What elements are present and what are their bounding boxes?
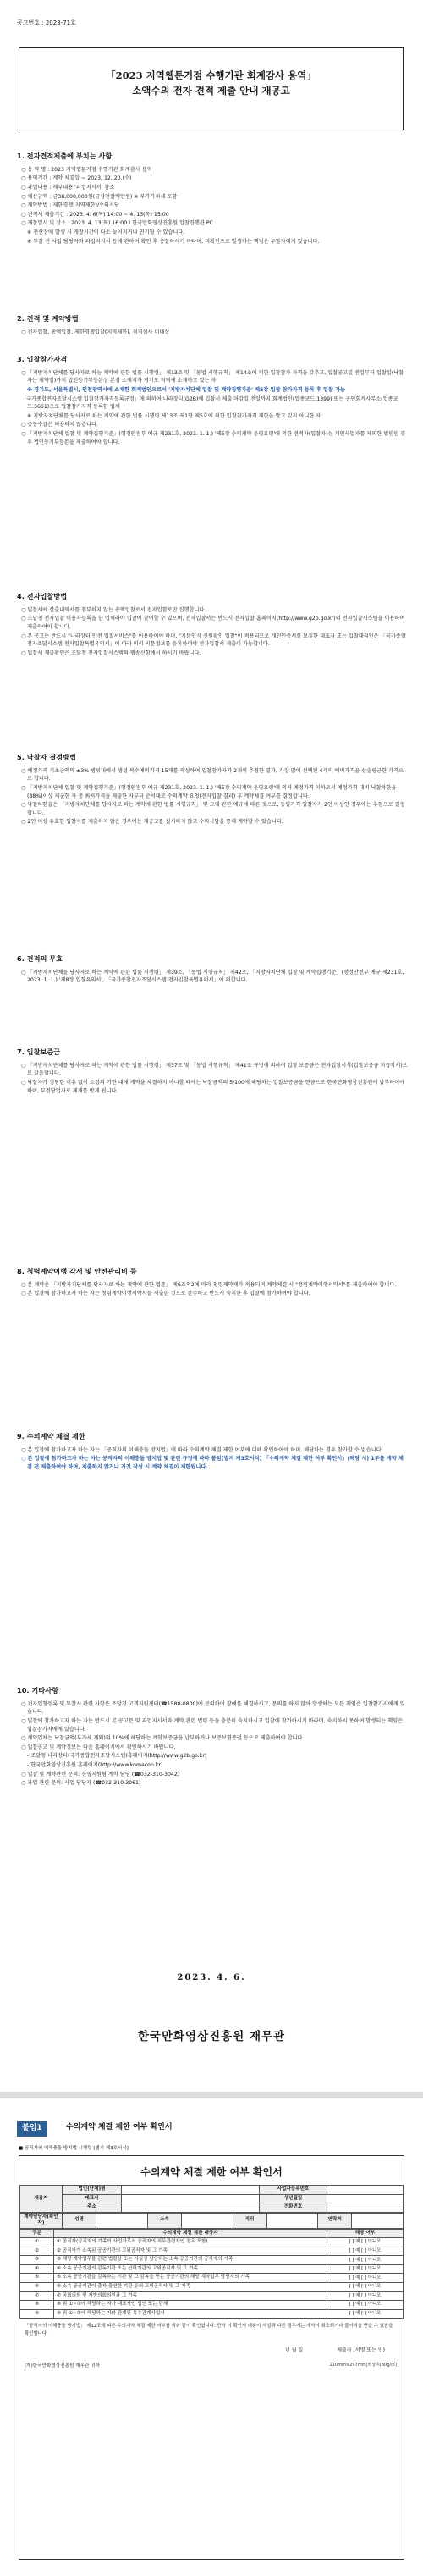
yes-no-checkbox[interactable]: [ ] 예 [ ] 아니오 [327, 2256, 404, 2265]
form-footer [19, 2354, 404, 2370]
row-index: ⑤ [20, 2274, 54, 2283]
section-1 [17, 151, 408, 246]
section-line: ○ 「지방자치단체를 당사자로 하는 계약에 관한 법률 시행령」 제39조, 「동법 시행규칙」 제42조, 「지방자치단체 입찰 및 계약집행기준」(행정안전부 예규 제231호, 2023. 1. 1.) '제8장 입찰유의서', 「국가종합전자조달시스템 전자입찰특별유의서」에 의합니다. [21, 969, 404, 984]
yes-no-checkbox[interactable]: [ ] 예 [ ] 아니오 [327, 2283, 404, 2292]
field-label: 주소 [63, 2203, 122, 2213]
section-heading: 1. 전자견적제출에 부치는 사항 [17, 152, 113, 160]
section-heading: 6. 견적의 무효 [17, 954, 63, 963]
table-row [20, 2247, 404, 2256]
section-line: ○ 용 역 명 : 2023 지역웹툰거점 수행기관 회계감사 용역 [21, 166, 152, 173]
section-line: ○ 낙찰자가 정당한 이유 없이 소정의 기한 내에 계약을 체결하지 아니할 때에는 낙찰금액의 5/100에 해당하는 입찰보증금을 현금으로 한국만화영상진흥원에 납부하여야 하며, 부정당업자로 제재를 받게 됩니다. [21, 1079, 405, 1094]
section-line: ※ 지방자치단체를 당사자로 하는 계약에 관한 법률 시행령 제13조 제1항 제5호에 의한 입찰참가자격 제한을 받고 있지 아니한 자 [27, 412, 321, 419]
section-line: ○ 예정가격 기초금액의 ±3% 범위내에서 생성 복수예비가격 15개를 작성하여 입찰참가자가 2개씩 추첨한 결과, 가장 많이 선택된 4개의 예비가격을 산술평균한 가격으로 합니다. [21, 767, 404, 782]
item-text: ⑧ 위 ①~⑦에 해당하는 자가 대표자인 법인 또는 단체 [54, 2301, 327, 2310]
yes-no-checkbox[interactable]: [ ] 예 [ ] 아니오 [327, 2301, 404, 2310]
section-line: ○ 과업내용 : 세부내용 '과업지시서' 참조 [21, 184, 115, 191]
company-name-field[interactable] [122, 2186, 260, 2195]
col-label: 소속 [147, 2213, 181, 2228]
section-line: 「국가종합전자조달시스템 입찰참가자격등록규정」에 의하여 나라장터(G2B)에 입찰서 제출 마감일 전일까지 회계법인(업종코드:1399) 또는 공인회계사무소(업종코드:3661)으로 입찰참가자격 등록한 업체 [21, 395, 398, 411]
check-table [19, 2229, 404, 2319]
section-4 [17, 591, 408, 658]
section-line: ○ 「지방자치단체를 당사자로 하는 계약에 관한 법률 시행령」 제13조 및 「동법 시행규칙」 제14조에 의한 입찰참가 자격을 갖추고, 입찰공고일 전일부터 입찰일(낙찰자는 계약일)까지 법인등기부등본상 본점 소재지가 경기도 지역에 소재하고 있는 자 [21, 369, 404, 384]
row-index: ② [20, 2247, 54, 2256]
row-index: ④ [20, 2264, 54, 2274]
section-9 [17, 1431, 408, 1473]
attachment-tag: 붙임1 [17, 2121, 47, 2137]
section-line: ○ 계약방법 : 제한경쟁(지역제한)/수의시담 [21, 202, 119, 209]
issuer-name: 한국만화영상진흥원 재무관 [137, 2030, 286, 2043]
section-heading: 4. 전자입찰방법 [17, 592, 68, 600]
item-text: ④ 소속 공공기관의 감독기관 또는 산하기관의 고위공직자 및 그 가족 [54, 2264, 327, 2274]
officer-position-field[interactable] [266, 2213, 318, 2228]
birthdate-field[interactable] [327, 2194, 404, 2203]
section-line: ○ 본 공고는 반드시 "나라장터 안전 입찰서비스"를 이용하여야 하며, "지문인식 신원확인 입찰"이 적용되므로 개인인증서를 보유한 대표자 또는 입찰대리인은 「국가종합전자조달시스템 전자입찰특별유의서」에 따라 미리 지문정보를 등록하여야 전자입찰서 제출이 가능합니다. [21, 633, 406, 648]
table-row [20, 2309, 404, 2319]
section-line: ○ 전자입찰, 총액입찰, 제한경쟁입찰(지역제한), 적격심사 미대상 [21, 329, 170, 335]
phone-field[interactable] [327, 2203, 404, 2213]
row-index: ③ [20, 2256, 54, 2265]
item-text: ⑥ 소속 공공기관이 출자·출연한 기관 등의 고위공직자 및 그 가족 [54, 2283, 327, 2292]
table-row [20, 2283, 404, 2292]
section-line: ○ 입찰 및 계약관련 문의: 경영지원팀 계약 담당 (☎032-310-3042) [21, 1771, 180, 1777]
field-label: 생년월일 [260, 2194, 327, 2203]
section-heading: 10. 기타사항 [17, 1686, 58, 1694]
table-row [20, 2291, 404, 2301]
item-text: ⑨ 위 ①~⑦에 해당하는 자와 관계된 특수관계사업자 [54, 2309, 327, 2319]
check-col-header: 해당 여부 [327, 2229, 404, 2238]
section-line: ※ 경기도, 서울특별시, 인천광역시에 소재한 회계법인으로서 '지방자치단체 입찰 및 계약집행기준' 제5장 입찰 참가자격 등록 후 입찰 가능 [27, 386, 346, 393]
item-text: ③ 해당 계약업무를 관련 법령상 또는 사실상 담당하는 소속 공공기관의 공직자의 가족 [54, 2256, 327, 2265]
komacon-link[interactable]: - 한국만화영상진흥원 홈페이지(http://www.komacon.kr) [27, 1761, 163, 1768]
sign-date[interactable]: 년 월 일 [285, 2347, 304, 2353]
yes-no-checkbox[interactable]: [ ] 예 [ ] 아니오 [327, 2247, 404, 2256]
row-index: ⑥ [20, 2283, 54, 2292]
addressee: (재)한국만화영상진흥원 재무관 귀하 [25, 2363, 100, 2369]
row-index: ① [20, 2238, 54, 2247]
item-text: ⑤ 소속 공공기관을 감독하는 기관 및 그 감독을 받는 공공기관의 해당 계약업무 담당자의 가족 [54, 2274, 327, 2283]
field-label: 전화번호 [260, 2203, 327, 2213]
confirmation-form [19, 2155, 404, 2560]
officer-dept-field[interactable] [181, 2213, 233, 2228]
biz-number-field[interactable] [327, 2186, 404, 2195]
representative-field[interactable] [122, 2194, 260, 2203]
row-index: ⑦ [20, 2291, 54, 2301]
officer-name-field[interactable] [96, 2213, 148, 2228]
section-6 [17, 954, 408, 986]
section-line: ○ 「지방자치단체 입찰 및 계약집행기준」(행정안전부 예규 제231호, 2023. 1. 1.) '제5장 수의계약 운영요령'에 의한 견적자(입찰자)는 개인사업자를 제외한 법인인 경우 법인등기부등본을 제출하여야 합니다. [21, 430, 406, 445]
section-line: ○ 예산금액 : 금38,000,000원(금삼천팔백만원) ※ 부가가치세 포함 [21, 193, 178, 200]
section-line: ○ 과업 관련 문의: 사업 담당자 (☎032-310-3061) [21, 1780, 141, 1787]
col-label: 성명 [63, 2213, 96, 2228]
field-label: 사업자등록번호 [260, 2186, 327, 2195]
table-row [20, 2238, 404, 2247]
table-row [20, 2301, 404, 2310]
pledge-text: 「공직자의 이해충돌 방지법」 제12조에 따른 수의계약 체결 제한 여부를 위와 같이 확인합니다. 만약 이 확인서 내용이 사실과 다른 경우에는 계약이 취소되거나 불이익을 받을 수 있음을 확인합니다. [25, 2324, 393, 2336]
section-line: ○ 견적서 제출기간 : 2023. 4. 6(목) 14:00 ~ 4. 13(목) 15:00 [21, 211, 169, 218]
section-line: ○ 입찰에 참가하고자 하는 자는 반드시 본 공고문 및 과업지시서와 계약 관련 법령 등을 충분히 숙지하시고 입찰에 참가하시기 바라며, 숙지하지 못하여 발생되는 책임은 입찰참가자에게 있습니다. [21, 1717, 404, 1733]
field-label: 법인(단체)명 [63, 2186, 122, 2195]
form-title: 수의계약 체결 제한 여부 확인서 [140, 2166, 283, 2178]
yes-no-checkbox[interactable]: [ ] 예 [ ] 아니오 [327, 2274, 404, 2283]
section-line: ○ 「지방자치단체를 당사자로 하는 계약에 관한 법률 시행령」 제37조 및 「동법 시행규칙」 제41조 규정에 의하여 입찰 보증금은 전자입찰서식(입찰보증금 지급각서)으로 갈음합니다. [21, 1062, 408, 1077]
row-index: ⑧ [20, 2301, 54, 2310]
section-7 [17, 1047, 408, 1096]
section-3 [17, 354, 408, 447]
section-line: ○ 본 입찰에 참가하고자 하는 자는 청렴계약이행서약서를 제출한 것으로 간주하고 반드시 숙지한 후 입찰에 참가하여야 합니다. [21, 1291, 310, 1297]
item-text: ② 공직자가 소속된 공공기관의 고위공직자 및 그 가족 [54, 2247, 327, 2256]
contract-officer-label: 계약담당자(확인자) [20, 2213, 63, 2228]
signer-line[interactable]: 제출자 (서명 또는 인) [337, 2347, 385, 2353]
section-8 [17, 1266, 408, 1299]
section-line: ○ 전자입찰등록 및 투찰시 관련 사항은 조달청 고객지원센터(☎1588-0800)에 문의하여 장애를 해결하시고, 문의를 하지 않아 발생하는 모든 책임은 입찰참가자에게 있습니다. [21, 1700, 405, 1716]
yes-no-checkbox[interactable]: [ ] 예 [ ] 아니오 [327, 2291, 404, 2301]
attachment-note: ■ 공직자의 이해충돌 방지법 시행령 [별지 제3호서식] [19, 2146, 129, 2151]
notice-date: 2023. 4. 6. [177, 1973, 246, 1982]
title-line-1: 「2023 지역웹툰거점 수행기관 회계감사 용역」 [106, 69, 316, 81]
section-10 [17, 1685, 408, 1788]
title-box [19, 47, 404, 130]
yes-no-checkbox[interactable]: [ ] 예 [ ] 아니오 [327, 2264, 404, 2274]
yes-no-checkbox[interactable]: [ ] 예 [ ] 아니오 [327, 2238, 404, 2247]
section-2 [17, 313, 408, 337]
applicant-label: 제출자 [20, 2186, 63, 2213]
section-line: ○ 본 입찰에 참가하고자 하는 자는 공직자의 이해충돌 방지법 및 관련 규정에 따라 붙임(별지 제3호서식) 「수의계약 체결 제한 여부 확인서」(해당 시) 1부를 계약 체결 전 제출하여야 하며, 제출하지 않거나 거짓 작성 시 계약 체결이 제한됩니다. [21, 1456, 404, 1470]
table-row [20, 2274, 404, 2283]
section-line: ○ 입찰서 제출확인은 조달청 전자입찰시스템의 웹송신함에서 하시기 바랍니다. [21, 650, 201, 656]
section-line: ○ 「지방자치단체 입찰 및 계약집행기준」(행정안전부 예규 제231호, 2023. 1. 1.) '제5장 수의계약 운영요령'에 의거 예정가격 이하로서 예정가격 대비 낙찰하한율(88%)이상 제출한 자 중 최저가격을 제출한 자부터 순서대로 수의계약 요청(전자입찰 결과) 후 계약체결 여부를 결정합니다. [21, 784, 397, 799]
g2b-link[interactable]: - 조달청 나라장터(국가종합전자조달시스템)홈페이지(http://www.g2b.go.kr) [27, 1753, 207, 1760]
section-line: ○ 계약업체는 낙찰금액(부가세 제외)의 10%에 해당하는 계약보증금을 납부하거나 보증보험증권 등으로 제출하여야 합니다. [21, 1735, 305, 1742]
section-heading: 7. 입찰보증금 [17, 1048, 61, 1056]
attachment-title: 수의계약 체결 제한 여부 확인서 [66, 2123, 173, 2131]
section-heading: 8. 청렴계약이행 각서 및 안전관리비 등 [17, 1267, 137, 1275]
item-text: ① 공직자(공직자의 가족이 사업자로서 공직자의 직무관련자인 경우 포함) [54, 2238, 327, 2247]
section-5 [17, 752, 408, 827]
page-divider [0, 2092, 423, 2098]
yes-no-checkbox[interactable]: [ ] 예 [ ] 아니오 [327, 2309, 404, 2319]
section-heading: 2. 견적 및 계약방법 [17, 314, 79, 323]
address-field[interactable] [122, 2203, 260, 2213]
title-line-2: 소액수의 전자 견적 제출 안내 재공고 [132, 84, 290, 97]
section-line: ○ 본 계약은 「지방자치단체를 당사자로 하는 계약에 관한 법률」 제6조의2에 따라 청렴계약제가 적용되며 계약체결 시 "청렴계약이행서약서"를 제출하여야 합니다. [21, 1281, 397, 1288]
check-col-header: 수의계약 체결 제한 대상자 [54, 2229, 327, 2238]
section-line: ○ 공동수급은 허용하지 않습니다. [21, 422, 98, 428]
section-line: ※ 전산장애 발생 시 개찰시간이 다소 늦어지거나 연기될 수 있습니다. [27, 229, 185, 235]
section-line: ※ 투찰 전 사업 담당자와 과업지시서 등에 관하여 확인 후 응찰하시기 바라며, 미확인으로 발생하는 책임은 투찰자에게 있습니다. [27, 238, 320, 245]
section-heading: 3. 입찰참가자격 [17, 355, 68, 363]
item-text: ⑦ 국회의원 및 지방의회의원과 그 가족 [54, 2291, 327, 2301]
section-line: ○ 용역기간 : 계약 체결일 ~ 2023. 12. 20.(수) [21, 175, 132, 182]
section-line: ○ 본 입찰에 참가하고자 하는 자는 「공직자의 이해충돌 방지법」에 따라 수의계약 체결 제한 여부에 대해 확인하여야 하며, 해당하는 경우 참가할 수 없습니다. [21, 1446, 383, 1453]
section-line: ○ 조달청 전자입찰 이용자등록을 한 업체라야 입찰에 참여할 수 있으며, 전자입찰서는 반드시 전자입찰 홈페이지(http://www.g2b.go.kr)의 전자입찰시스템을 이용하여 제출하여야 합니다. [21, 616, 405, 630]
col-label: 연락처 [318, 2213, 352, 2228]
section-heading: 5. 낙찰자 결정방법 [17, 753, 76, 761]
check-col-header: 구분 [20, 2229, 54, 2238]
section-heading: 9. 수의계약 체결 제한 [17, 1432, 85, 1440]
signature-row [19, 2341, 404, 2354]
row-index: ⑨ [20, 2309, 54, 2319]
section-line: ○ 입찰공고 및 계약정보는 다음 홈페이지에서 확인하시기 바랍니다. [21, 1744, 176, 1750]
notice-number: 공고번호 : 2023-71호 [17, 19, 76, 26]
field-label: 대표자 [63, 2194, 122, 2203]
section-line: ○ 입찰서에 산출내역서를 첨부하지 않는 총액입찰로서 전자입찰로만 집행합니다. [21, 606, 206, 613]
table-row [20, 2256, 404, 2265]
section-line: ○ 개찰일시 및 장소 : 2023. 4. 13(목) 16:00 / 한국만화영상진흥원 입찰집행관 PC [21, 220, 213, 227]
section-line: ○ 2인 이상 유효한 입찰서를 제출하지 않은 경우에는 재공고를 실시하지 않고 수의시담을 통해 계약할 수 있습니다. [21, 819, 283, 826]
applicant-table [19, 2185, 404, 2213]
paper-spec: 210mm×297mm[백상지(80g/㎡)] [329, 2363, 398, 2369]
table-row [20, 2264, 404, 2274]
contract-officer-table [19, 2213, 404, 2229]
col-label: 직위 [233, 2213, 266, 2228]
officer-contact-field[interactable] [352, 2213, 404, 2228]
section-line: ○ 낙찰하한율은 「지방자치단체를 당사자로 하는 계약에 관한 법률 시행규칙」 및 그에 관한 예규에 따른 것으로, 동일가격 입찰자가 2인 이상인 경우에는 추첨으로 결정합니다. [21, 802, 405, 816]
